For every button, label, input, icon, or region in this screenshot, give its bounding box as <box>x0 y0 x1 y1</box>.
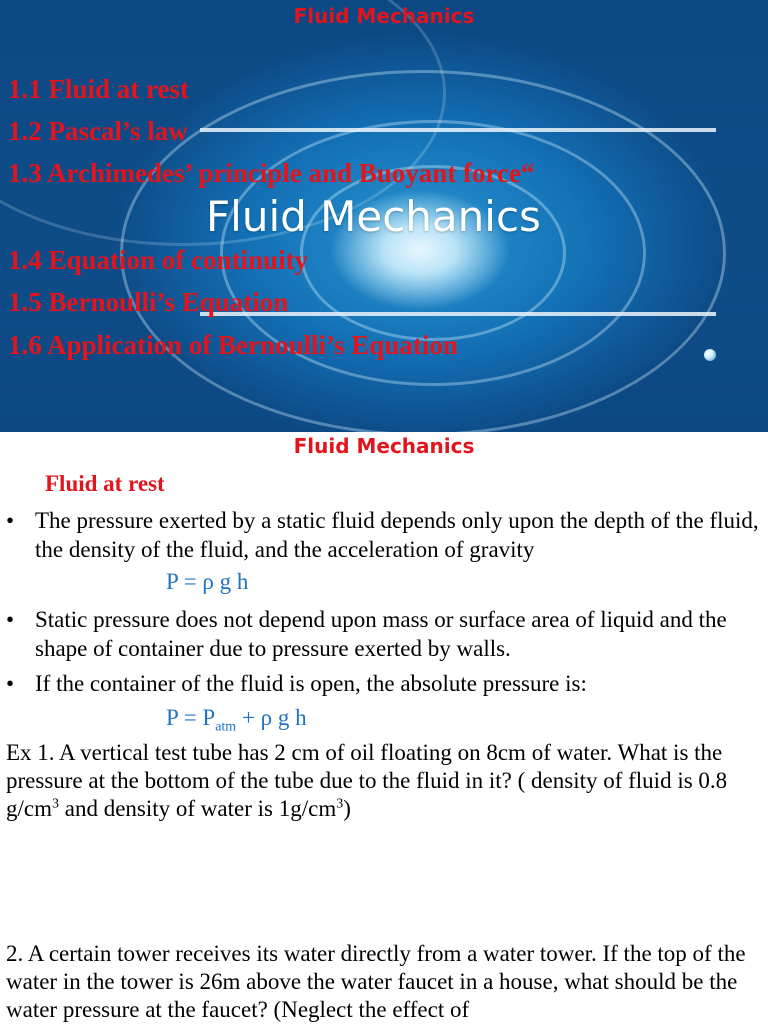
divider-line <box>200 128 716 132</box>
example-2: 2. A certain tower receives its water directly from a water tower. If the top of the water in the tower is 26m above the water faucet in a house, what should be the water pressure at the faucet? (Neglect the effect of <box>6 941 746 1022</box>
topic-item: 1.1 Fluid at rest <box>8 74 189 104</box>
bullet-dot: • <box>6 508 15 533</box>
topic-item: 1.2 Pascal’s law <box>8 116 188 146</box>
bullet-dot: • <box>6 671 15 696</box>
formula-hydrostatic: P = ρ g h <box>166 569 249 594</box>
topic-item: 1.4 Equation of continuity <box>8 245 309 275</box>
slide-big-title: Fluid Mechanics <box>206 192 541 241</box>
example-1-text: ) <box>343 796 351 821</box>
bullet-item <box>6 669 762 698</box>
topic-item: 1.5 Bernoulli’s Equation <box>8 287 289 317</box>
bullet-text: The pressure exerted by a static fluid depends only upon the depth of the fluid, the density of the fluid, and the acceleration of gravity <box>35 508 759 562</box>
example-1-text: Ex 1. A vertical test tube has 2 cm of oil floating on 8cm of water. What is the pressure at the bottom of the tube due to the fluid in it? ( density of fluid is 0.8 g/cm <box>6 740 728 821</box>
topic-item: 1.6 Application of Bernoulli’s Equation <box>8 330 458 360</box>
example-1 <box>6 739 764 823</box>
topic-item: 1.3 Archimedes’ principle and Buoyant force“ <box>8 158 535 188</box>
bullet-text: If the container of the fluid is open, the absolute pressure is: <box>35 671 587 696</box>
bullet-item <box>6 506 762 564</box>
title-slide <box>0 0 768 432</box>
example-1-text: and density of water is 1g/cm <box>59 796 337 821</box>
superscript: 3 <box>336 796 344 812</box>
bullet-dot: • <box>6 607 15 632</box>
water-drop <box>704 349 716 361</box>
slide-title: Fluid Mechanics <box>293 4 475 28</box>
formula-rhs: + ρ g h <box>236 705 307 730</box>
formula-subscript: atm <box>215 719 237 735</box>
slide-title: Fluid Mechanics <box>293 434 475 458</box>
bullet-item <box>6 605 762 663</box>
section-heading: Fluid at rest <box>45 471 165 496</box>
formula-absolute-pressure <box>166 705 307 736</box>
formula-lhs: P = P <box>166 705 216 730</box>
bullet-text: Static pressure does not depend upon mass or surface area of liquid and the shape of container due to pressure exerted by walls. <box>35 607 727 661</box>
superscript: 3 <box>52 796 59 812</box>
